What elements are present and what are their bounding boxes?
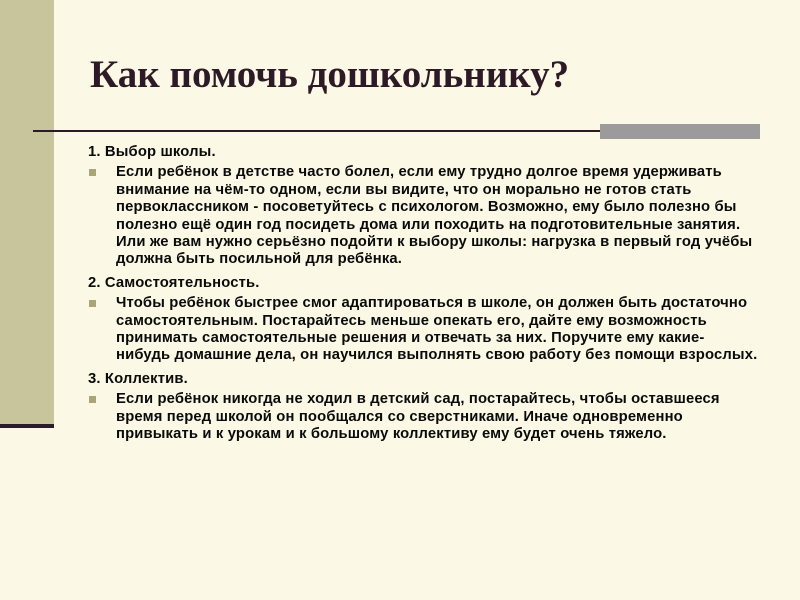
bullet-text: Если ребёнок никогда не ходил в детский сад, постарайтесь, чтобы оставшееся время перед школой он пообщался со сверстниками. Иначе одновременно привыкать и к урокам и к большому коллективу ему будет очень тяжело. bbox=[116, 391, 720, 443]
section-independence bbox=[88, 275, 758, 365]
section-heading: 1. Выбор школы. bbox=[88, 144, 216, 160]
slide-title: Как помочь дошкольнику? bbox=[90, 53, 570, 96]
bullet-item bbox=[88, 295, 758, 365]
slide-content bbox=[88, 144, 758, 450]
section-heading: 3. Коллектив. bbox=[88, 370, 188, 387]
square-bullet-icon bbox=[89, 396, 96, 403]
bullet-text: Чтобы ребёнок быстрее смог адаптироваться в школе, он должен быть достаточно самостоятельным. Постарайтесь меньше опекать его, дайте ему возможность принимать самостоятельные решения и отвечать за них. Поручите ему какие-нибудь домашние дела, он научился выполнять свою работу без помощи взрослых. bbox=[116, 295, 758, 364]
title-divider-block bbox=[600, 124, 760, 139]
square-bullet-icon bbox=[89, 300, 96, 307]
section-collective bbox=[88, 371, 758, 444]
section-school-choice bbox=[88, 144, 758, 269]
left-band-bottom-line bbox=[0, 424, 54, 428]
square-bullet-icon bbox=[89, 169, 96, 176]
left-decorative-band bbox=[0, 0, 54, 428]
section-heading: 2. Самостоятельность. bbox=[88, 274, 260, 291]
bullet-item bbox=[88, 391, 758, 443]
bullet-text: Если ребёнок в детстве часто болел, если ему трудно долгое время удерживать внимание на чём-то одном, если вы видите, что он морально не готов стать первоклассником - посоветуйтесь с психологом. Возможно, ему было полезно бы полезно ещё один год посидеть дома или походить на подготовительные занятия. Или же вам нужно серьёзно подойти к выбору школы: нагрузка в первый год учёбы должна быть посильной для ребёнка. bbox=[116, 164, 753, 268]
bullet-item bbox=[88, 164, 758, 268]
